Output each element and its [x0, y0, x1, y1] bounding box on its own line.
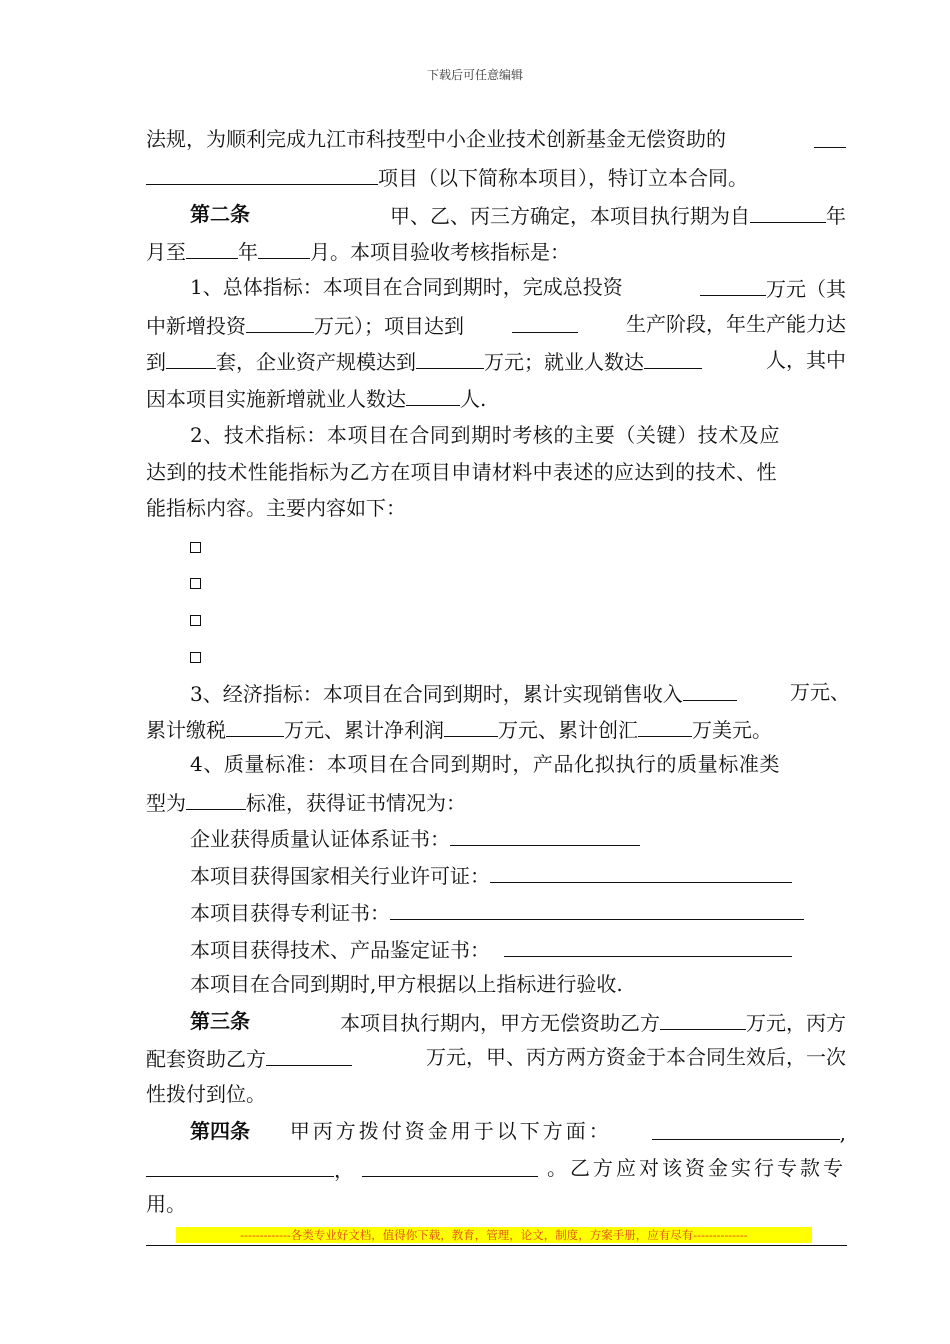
blank-field[interactable]	[490, 862, 792, 883]
blank-field[interactable]	[416, 348, 484, 369]
blank-field[interactable]	[512, 312, 578, 333]
blank-field[interactable]	[814, 127, 846, 148]
blank-field[interactable]	[186, 238, 238, 259]
blank-field[interactable]	[683, 680, 737, 701]
text-line: 中新增投资 万元）；项目达到 生产阶段，年生产能力达	[146, 312, 846, 338]
text-line: 企业获得质量认证体系证书：	[190, 825, 640, 851]
blank-field[interactable]	[406, 385, 460, 406]
article-heading: 第二条	[190, 202, 250, 226]
blank-field[interactable]	[660, 1009, 746, 1030]
text-line: 本项目获得专利证书：	[190, 899, 804, 925]
blank-field[interactable]	[246, 312, 314, 333]
blank-field[interactable]	[644, 348, 702, 369]
text-line: ， 。乙方应对该资金实行专款专	[146, 1156, 846, 1182]
text-line: 法规，为顺利完成九江市科技型中小企业技术创新基金无偿资助的	[146, 127, 846, 151]
article-3-line: 第三条 本项目执行期内，甲方无偿资助乙方 万元，丙方	[190, 1009, 846, 1035]
article-4-line: 第四条 甲丙方拨付资金用于以下方面： ,	[190, 1119, 846, 1145]
checkbox-bullet[interactable]	[190, 652, 201, 663]
blank-field[interactable]	[450, 825, 640, 846]
checkbox-bullet[interactable]	[190, 542, 201, 553]
blank-field[interactable]	[750, 202, 826, 223]
text-line: 4、质量标准：本项目在合同到期时，产品化拟执行的质量标准类	[190, 752, 781, 776]
text-line: 因本项目实施新增就业人数达 人.	[146, 387, 487, 411]
text-line: 项目（以下简称本项目），特订立本合同。	[146, 164, 748, 190]
text-line: 3、经济指标：本项目在合同到期时，累计实现销售收入 万元、	[190, 680, 850, 706]
text-line: 月至 年 月。本项目验收考核指标是：	[146, 240, 570, 264]
text-line: 性拨付到位。	[146, 1082, 266, 1106]
blank-field[interactable]	[504, 936, 792, 957]
blank-field[interactable]	[362, 1156, 538, 1177]
blank-field[interactable]	[700, 275, 766, 296]
blank-field[interactable]	[266, 1045, 352, 1066]
checkbox-bullet[interactable]	[190, 615, 201, 626]
text-line: 达到的技术性能指标为乙方在项目申请材料中表述的应达到的技术、性	[146, 460, 777, 484]
article-heading: 第三条	[190, 1009, 250, 1033]
blank-field[interactable]	[146, 1156, 334, 1177]
blank-field[interactable]	[146, 164, 378, 185]
text-line: 型为 标准，获得证书情况为：	[146, 791, 466, 815]
checkbox-bullet[interactable]	[190, 578, 201, 589]
blank-field[interactable]	[258, 238, 310, 259]
blank-field[interactable]	[226, 716, 284, 737]
text-line: 本项目在合同到期时,甲方根据以上指标进行验收.	[190, 972, 623, 996]
page-header: 下载后可任意编辑	[426, 68, 523, 82]
blank-field[interactable]	[652, 1119, 840, 1140]
text-line: 到 套，企业资产规模达到 万元；就业人数达 人，其中	[146, 348, 846, 374]
blank-field[interactable]	[638, 716, 692, 737]
article-2-line: 第二条 甲、乙、丙三方确定，本项目执行期为自 年	[190, 202, 846, 228]
text-line: 本项目获得国家相关行业许可证：	[190, 862, 792, 888]
footer-divider	[146, 1245, 847, 1246]
article-heading: 第四条	[190, 1119, 250, 1143]
text-line: 用。	[146, 1192, 186, 1216]
text-line: 2、技术指标：本项目在合同到期时考核的主要（关键）技术及应	[190, 423, 781, 447]
blank-field[interactable]	[166, 348, 216, 369]
text-line: 配套资助乙方 万元，甲、丙方两方资金于本合同生效后，一次	[146, 1045, 846, 1071]
footer-banner: -------------各类专业好文档，值得你下载，教育，管理，论文，制度，方案手册，应有尽有--------------	[176, 1227, 812, 1243]
text-line: 1、总体指标：本项目在合同到期时，完成总投资 万元（其	[190, 275, 846, 301]
blank-field[interactable]	[390, 899, 804, 920]
text-line: 累计缴税 万元、累计净利润 万元、累计创汇 万美元。	[146, 718, 772, 742]
blank-field[interactable]	[444, 716, 498, 737]
text-line: 能指标内容。主要内容如下：	[146, 496, 406, 520]
text-line: 本项目获得技术、产品鉴定证书：	[190, 936, 792, 962]
blank-field[interactable]	[186, 789, 246, 810]
